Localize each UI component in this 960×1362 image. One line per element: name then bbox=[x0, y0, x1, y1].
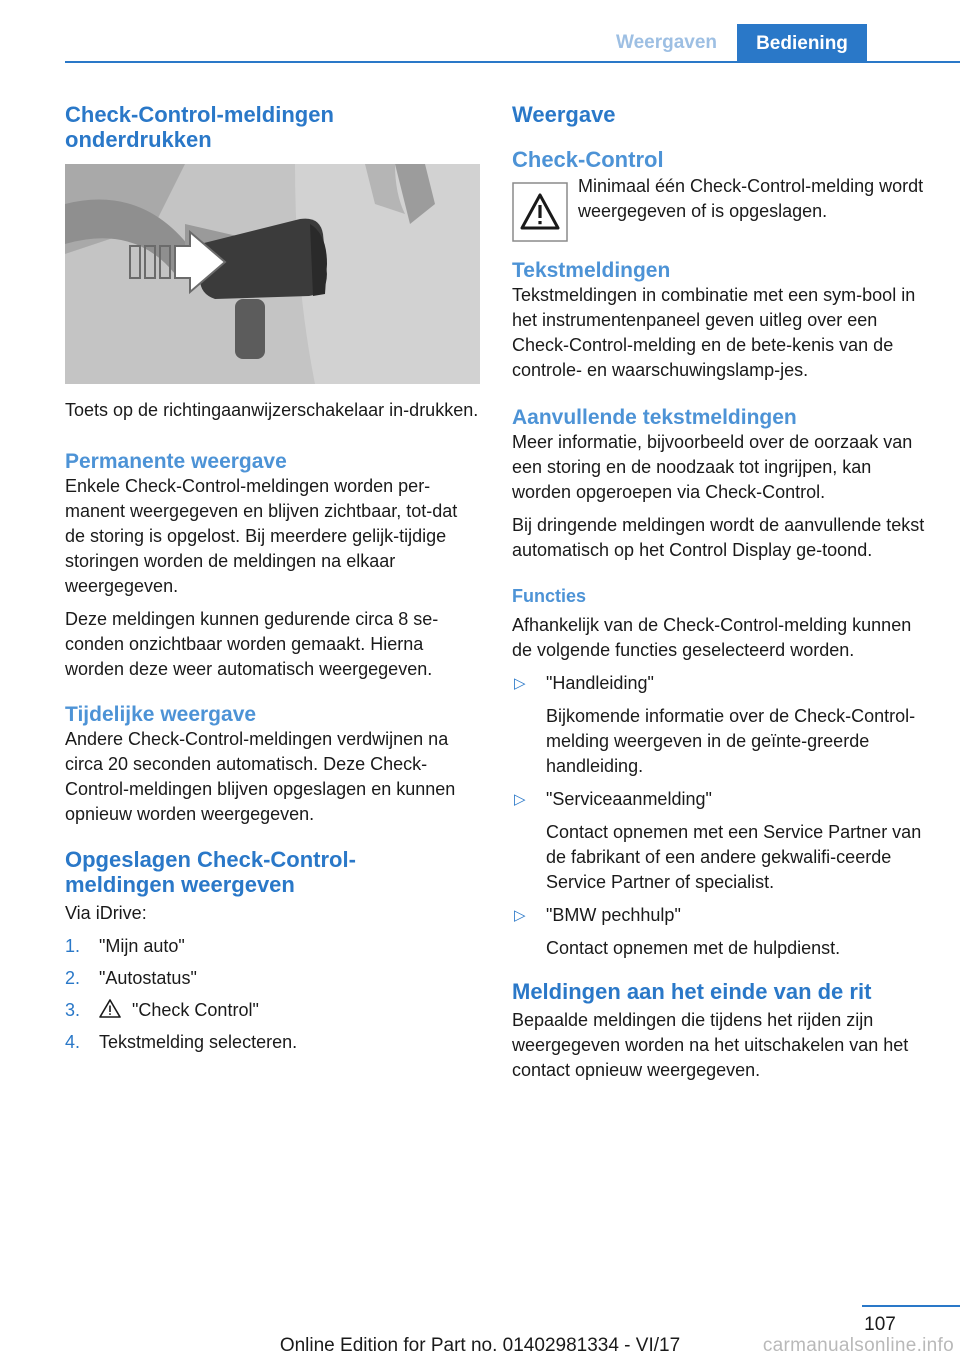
function-description: Contact opnemen met de hulpdienst. bbox=[546, 938, 841, 958]
turn-signal-stalk-photo bbox=[65, 164, 480, 384]
step-number: 4. bbox=[65, 1032, 81, 1052]
stored-messages-title: Opgeslagen Check-Control-meldingen weergeven bbox=[65, 847, 356, 897]
display-title: Weergave bbox=[512, 102, 616, 127]
check-control-text: Minimaal één Check-Control-melding wordt weergegeven of is opgeslagen. bbox=[578, 176, 924, 221]
list-item bbox=[65, 934, 480, 959]
edition-label: Online Edition for Part no. 01402981334 - VI/17 bbox=[279, 1335, 681, 1356]
functions-title: Functies bbox=[512, 586, 587, 606]
triangle-bullet-icon: ▷ bbox=[514, 791, 526, 808]
permanent-display-title: Permanente weergave bbox=[65, 450, 287, 473]
end-of-trip-title: Meldingen aan het einde van de rit bbox=[512, 979, 872, 1004]
header-rule bbox=[65, 61, 960, 63]
function-title: "BMW pechhulp" bbox=[546, 905, 681, 925]
footer-rule bbox=[862, 1305, 960, 1307]
step-number: 3. bbox=[65, 1000, 81, 1020]
step-text: Tekstmelding selecteren. bbox=[99, 1032, 298, 1052]
extra-text-messages-title: Aanvullende tekstmeldingen bbox=[512, 406, 797, 429]
permanent-display-text-2: Deze meldingen kunnen gedurende circa 8 se-conden onzichtbaar worden gemaakt. Hierna worden deze weer automatisch weergegeven. bbox=[65, 609, 439, 679]
text-messages-text: Tekstmeldingen in combinatie met een sym-bool in het instrumentenpaneel geven uitleg over een Check-Control-melding en de bete-kenis van de controle- en waarschuwingslamp-jes. bbox=[512, 285, 916, 380]
function-title: "Handleiding" bbox=[546, 673, 654, 693]
header-tab-weergaven: Weergaven bbox=[615, 32, 718, 53]
photo-caption: Toets op de richtingaanwijzerschakelaar in-drukken. bbox=[65, 400, 479, 420]
header-tab-bediening: Bediening bbox=[737, 24, 867, 63]
function-description: Bijkomende informatie over de Check-Control-melding weergeven in de geïnte-greerde handleiding. bbox=[546, 706, 916, 776]
warning-triangle-icon bbox=[99, 999, 121, 1018]
triangle-bullet-icon: ▷ bbox=[514, 907, 526, 924]
list-item bbox=[512, 671, 932, 779]
list-item bbox=[512, 787, 932, 895]
functions-text: Afhankelijk van de Check-Control-melding kunnen de volgende functies geselecteerd worden. bbox=[512, 615, 912, 660]
triangle-bullet-icon: ▷ bbox=[514, 675, 526, 692]
end-of-trip-text: Bepaalde meldingen die tijdens het rijden zijn weergegeven worden na het uitschakelen van het contact opnieuw weergegeven. bbox=[512, 1010, 909, 1080]
stalk-illustration bbox=[65, 164, 480, 384]
temporary-display-text: Andere Check-Control-meldingen verdwijnen na circa 20 seconden automatisch. Deze Check-Control-meldingen blijven opgeslagen en kunnen opnieuw worden weergegeven. bbox=[65, 729, 456, 824]
function-description: Contact opnemen met een Service Partner van de fabrikant of een andere gekwalifi-ceerde Service Partner of specialist. bbox=[546, 822, 922, 892]
functions-list bbox=[512, 671, 932, 961]
page-number: 107 bbox=[864, 1314, 896, 1335]
permanent-display-text-1: Enkele Check-Control-meldingen worden per-manent weergegeven en blijven zichtbaar, tot-dat de storing is opgelost. Bij meerdere gelijk-tijdige storingen worden de meldingen na elkaar weergegeven. bbox=[65, 476, 458, 596]
step-number: 2. bbox=[65, 968, 81, 988]
check-control-warning-icon bbox=[512, 182, 568, 242]
check-control-row bbox=[512, 174, 932, 242]
list-item bbox=[65, 1030, 480, 1055]
extra-text-messages-text-2: Bij dringende meldingen wordt de aanvullende tekst automatisch op het Control Display ge-toond. bbox=[512, 515, 925, 560]
function-title: "Serviceaanmelding" bbox=[546, 789, 712, 809]
list-item bbox=[65, 998, 480, 1023]
text-messages-title: Tekstmeldingen bbox=[512, 259, 671, 282]
check-control-title: Check-Control bbox=[512, 147, 664, 172]
step-text: "Mijn auto" bbox=[99, 936, 185, 956]
step-number: 1. bbox=[65, 936, 81, 956]
stored-messages-via: Via iDrive: bbox=[65, 903, 147, 923]
watermark: carmanualsonline.info bbox=[762, 1335, 954, 1356]
left-column bbox=[65, 102, 480, 1062]
step-text: "Check Control" bbox=[132, 1000, 259, 1020]
section-title-suppress: Check-Control-meldingen onderdrukken bbox=[65, 102, 334, 152]
right-column bbox=[512, 102, 932, 1091]
list-item bbox=[512, 903, 932, 961]
idrive-steps-list bbox=[65, 934, 480, 1055]
step-text: "Autostatus" bbox=[99, 968, 197, 988]
temporary-display-title: Tijdelijke weergave bbox=[65, 703, 257, 726]
extra-text-messages-text-1: Meer informatie, bijvoorbeeld over de oorzaak van een storing en de noodzaak tot ingrijpen, kan worden opgeroepen via Check-Control. bbox=[512, 432, 913, 502]
list-item bbox=[65, 966, 480, 991]
